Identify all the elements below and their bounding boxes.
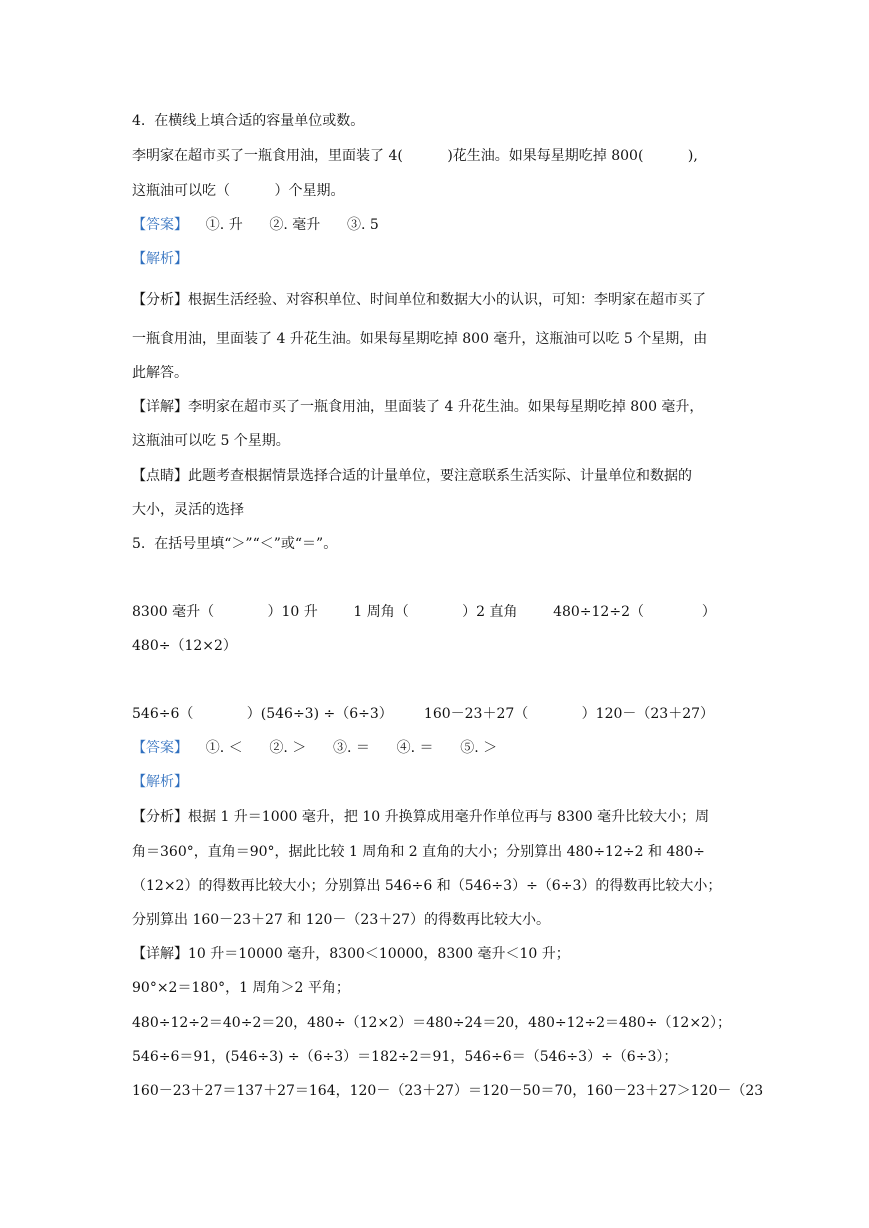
q5-fenxi-line-1 — [132, 808, 709, 826]
q5-fenxi-line-2: 角＝360°，直角＝90°，据此比较 1 周角和 2 直角的大小；分别算出 480÷12÷2 和 480÷ — [132, 844, 705, 860]
q4-xiangjie-line-1 — [132, 398, 703, 416]
q4-fenxi-line-1 — [132, 291, 706, 309]
q4-analysis-tag: 【解析】 — [132, 251, 188, 267]
q5-fenxi-text-1: 根据 1 升＝1000 毫升，把 10 升换算成用毫升作单位再与 8300 毫升比较大小；周 — [188, 809, 710, 825]
q5-title: 5. 在括号里填“＞”“＜”或“＝”。 — [132, 536, 338, 552]
q4-title: 4. 在横线上填合适的容量单位或数。 — [132, 113, 365, 129]
q4-answer-row — [132, 216, 379, 234]
q5-xiangjie-line-4: 546÷6＝91，(546÷3) ÷（6÷3）＝182÷2＝91，546÷6＝（546÷3）÷（6÷3）； — [132, 1049, 678, 1065]
q5-answer-row — [132, 739, 497, 757]
q4-dianjing-line-2: 大小，灵活的选择 — [132, 502, 244, 518]
q5-analysis-tag: 【解析】 — [132, 774, 188, 790]
q5-comparison-row-2: 546÷6（ ）(546÷3) ÷（6÷3） 160－23＋27（ ）120－（23＋27） — [132, 706, 715, 722]
q4-fenxi-line-2: 一瓶食用油，里面装了 4 升花生油。如果每星期吃掉 800 毫升，这瓶油可以吃 5 个星期，由 — [132, 331, 708, 347]
q5-xiangjie-text-1: 10 升＝10000 毫升，8300＜10000，8300 毫升＜10 升； — [188, 946, 570, 962]
answer-tag: 【答案】 — [132, 217, 188, 233]
q4-xiangjie-text-1: 李明家在超市买了一瓶食用油，里面装了 4 升花生油。如果每星期吃掉 800 毫升， — [188, 399, 704, 415]
answer-tag: 【答案】 — [132, 740, 188, 756]
q4-question-line-2: 这瓶油可以吃（ ）个星期。 — [132, 183, 345, 199]
q5-answer-text: ①. ＜ ②. ＞ ③. ＝ ④. ＝ ⑤. ＞ — [188, 740, 498, 756]
q4-dianjing-text-1: 此题考查根据情景选择合适的计量单位，要注意联系生活实际、计量单位和数据的 — [188, 468, 692, 484]
xiangjie-tag: 【详解】 — [132, 946, 188, 962]
q5-xiangjie-line-2: 90°×2＝180°，1 周角＞2 平角； — [132, 980, 350, 996]
q5-fenxi-line-4: 分别算出 160－23＋27 和 120－（23＋27）的得数再比较大小。 — [132, 912, 551, 928]
q5-comparison-row-1: 8300 毫升（ ）10 升 1 周角（ ）2 直角 480÷12÷2（ ） — [132, 604, 716, 620]
q4-fenxi-line-3: 此解答。 — [132, 365, 188, 381]
q5-xiangjie-line-1 — [132, 945, 570, 963]
fenxi-tag: 【分析】 — [132, 809, 188, 825]
dianjing-tag: 【点睛】 — [132, 468, 188, 484]
q5-xiangjie-line-5: 160－23＋27＝137＋27＝164，120－（23＋27）＝120－50＝70，160－23＋27＞120－（23 — [132, 1083, 764, 1099]
fenxi-tag: 【分析】 — [132, 292, 188, 308]
q5-comparison-row-1b: 480÷（12×2） — [132, 638, 237, 654]
q4-answer-text: ①. 升 ②. 毫升 ③. 5 — [188, 217, 379, 233]
q5-fenxi-line-3: （12×2）的得数再比较大小；分别算出 546÷6 和（546÷3）÷（6÷3）的得数再比较大小； — [132, 878, 722, 894]
q4-dianjing-line-1 — [132, 467, 692, 485]
q4-question-line-1: 李明家在超市买了一瓶食用油，里面装了 4( )花生油。如果每星期吃掉 800( ), — [132, 148, 698, 164]
q4-xiangjie-line-2: 这瓶油可以吃 5 个星期。 — [132, 433, 290, 449]
q4-fenxi-text-1: 根据生活经验、对容积单位、时间单位和数据大小的认识，可知：李明家在超市买了 — [188, 292, 706, 308]
q5-xiangjie-line-3: 480÷12÷2＝40÷2＝20，480÷（12×2）＝480÷24＝20，480÷12÷2＝480÷（12×2）； — [132, 1015, 731, 1031]
xiangjie-tag: 【详解】 — [132, 399, 188, 415]
